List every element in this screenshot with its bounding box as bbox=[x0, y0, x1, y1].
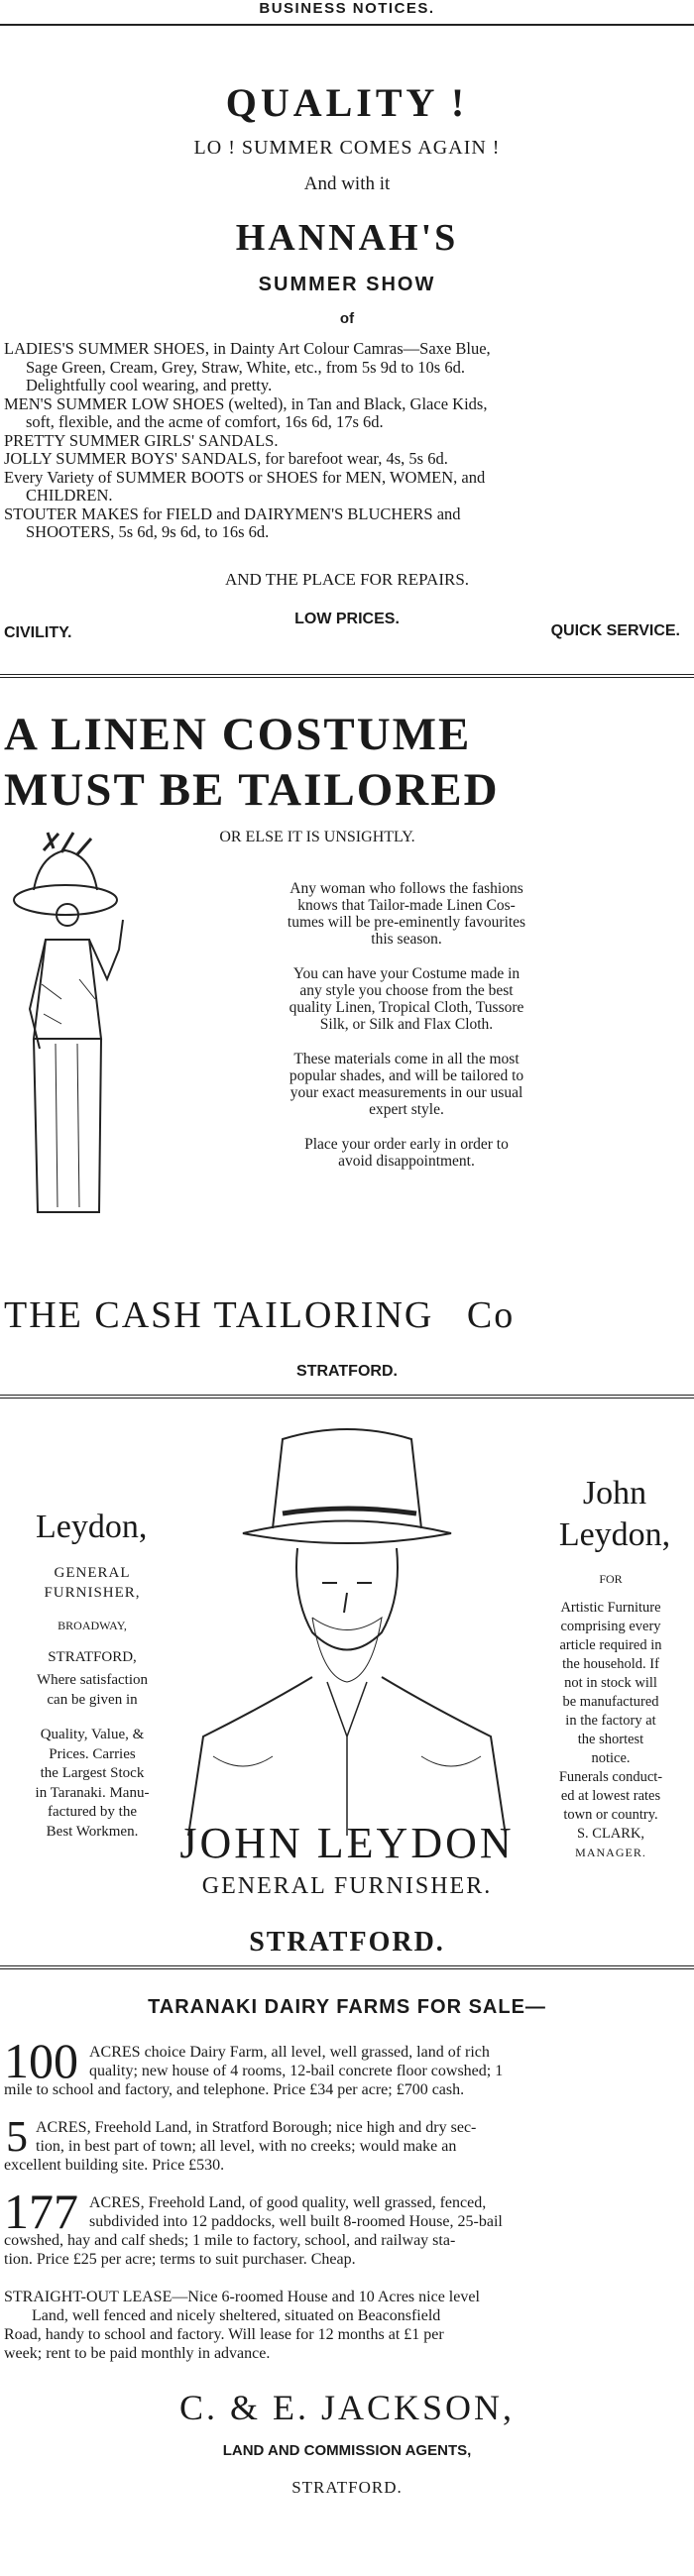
leydon-left-line: GENERAL bbox=[54, 1565, 131, 1581]
hannah-item-line: soft, flexible, and the acme of comfort, 16s 6d, 17s 6d. bbox=[26, 412, 384, 431]
linen-line: your exact measurements in our usual bbox=[289, 1084, 523, 1101]
leydon-right-line: in the factory at bbox=[565, 1713, 656, 1729]
leydon-left-text bbox=[8, 1564, 176, 1842]
leydon-left-line: STRATFORD, bbox=[48, 1648, 137, 1665]
farm-ad-line: week; rent to be paid monthly in advance. bbox=[4, 2345, 271, 2362]
leydon-advert bbox=[0, 1400, 694, 1964]
hannah-of: of bbox=[339, 310, 355, 327]
farms-title: TARANAKI DAIRY FARMS FOR SALE— bbox=[148, 1996, 546, 2018]
farm-ad-line: subdivided into 12 paddocks, well built 8-roomed House, 25-bail bbox=[89, 2213, 503, 2230]
hannah-item-line: JOLLY SUMMER BOYS' SANDALS, for barefoot wear, 4s, 5s 6d. bbox=[4, 449, 448, 468]
linen-firm-co: Co bbox=[466, 1294, 516, 1336]
farm-ad-line: tion. Price £25 per acre; terms to suit purchaser. Cheap. bbox=[4, 2251, 356, 2268]
hannah-show: SUMMER SHOW bbox=[258, 274, 436, 295]
section-divider bbox=[0, 1395, 694, 1399]
linen-subhead: OR ELSE IT IS UNSIGHTLY. bbox=[219, 829, 415, 845]
farms-firm-sub: LAND AND COMMISSION AGENTS, bbox=[222, 2442, 472, 2459]
hannah-item-line: LADIES'S SUMMER SHOES, in Dainty Art Colour Camras—Saxe Blue, bbox=[4, 339, 491, 358]
leydon-left-line: the Largest Stock bbox=[40, 1765, 145, 1781]
hannah-headline: QUALITY ! bbox=[225, 80, 469, 125]
leydon-right-name-2: Leydon, bbox=[558, 1516, 671, 1553]
leydon-right-line: ed at lowest rates bbox=[560, 1788, 661, 1804]
leydon-left-line: factured by the bbox=[48, 1804, 137, 1820]
leydon-right-line: FOR bbox=[599, 1572, 623, 1586]
hannah-repairs: AND THE PLACE FOR REPAIRS. bbox=[224, 570, 470, 589]
page-header: BUSINESS NOTICES. bbox=[259, 0, 435, 17]
linen-line: knows that Tailor-made Linen Cos- bbox=[297, 897, 516, 914]
farm-ad-100 bbox=[4, 2033, 688, 2107]
hannah-item-line: PRETTY SUMMER GIRLS' SANDALS. bbox=[4, 430, 279, 450]
farms-advert bbox=[0, 1972, 694, 2576]
linen-line: tumes will be pre-eminently favourites bbox=[287, 914, 526, 931]
farm-ad-line: Land, well fenced and nicely sheltered, situated on Beaconsfield bbox=[32, 2307, 441, 2324]
leydon-left-line: can be given in bbox=[47, 1691, 138, 1708]
lady-illustration bbox=[4, 831, 153, 1227]
leydon-left-line: BROADWAY, bbox=[58, 1619, 127, 1632]
farm-ad-5 bbox=[4, 2112, 688, 2183]
hannah-item-line: Delightfully cool wearing, and pretty. bbox=[26, 376, 273, 394]
farm-ad-line: quality; new house of 4 rooms, 12-bail concrete floor cowshed; 1 bbox=[89, 2063, 504, 2079]
linen-line: Silk, or Silk and Flax Cloth. bbox=[319, 1016, 494, 1033]
hannah-line2: And with it bbox=[303, 173, 391, 194]
leydon-right-line: notice. bbox=[591, 1750, 631, 1766]
leydon-right-line: article required in bbox=[559, 1637, 662, 1653]
leydon-town: STRATFORD. bbox=[249, 1927, 445, 1958]
hannah-item-line: CHILDREN. bbox=[26, 486, 113, 504]
section-divider bbox=[0, 1965, 694, 1969]
linen-town: STRATFORD. bbox=[296, 1363, 398, 1380]
linen-headline-2: MUST BE TAILORED bbox=[4, 764, 500, 816]
hannah-line1: LO ! SUMMER COMES AGAIN ! bbox=[193, 137, 501, 159]
hannah-low-prices: LOW PRICES. bbox=[294, 611, 400, 627]
linen-line: These materials come in all the most bbox=[293, 1051, 520, 1067]
hannah-item-line: Every Variety of SUMMER BOOTS or SHOES for MEN, WOMEN, and bbox=[4, 467, 486, 487]
linen-para bbox=[238, 1136, 575, 1170]
leydon-right-line: Artistic Furniture bbox=[560, 1600, 661, 1616]
linen-headline-1: A LINEN COSTUME bbox=[4, 709, 472, 760]
leydon-left-name: Leydon, bbox=[36, 1509, 148, 1545]
farm-ad-line: excellent building site. Price £530. bbox=[4, 2157, 225, 2174]
linen-line: Place your order early in order to bbox=[304, 1136, 509, 1153]
section-divider bbox=[0, 674, 694, 678]
linen-line: You can have your Costume made in bbox=[292, 965, 520, 982]
leydon-right-line: be manufactured bbox=[562, 1694, 659, 1710]
hannah-items bbox=[4, 340, 688, 542]
leydon-left-line: Prices. Carries bbox=[49, 1745, 136, 1762]
leydon-right-line: S. CLARK, bbox=[576, 1826, 645, 1842]
farm-ad-lease bbox=[4, 2288, 688, 2363]
farm-ad-line: ACRES choice Dairy Farm, all level, well grassed, land of rich bbox=[89, 2044, 490, 2061]
linen-firm-name: THE CASH TAILORING bbox=[4, 1294, 434, 1336]
leydon-left-line: FURNISHER, bbox=[44, 1584, 141, 1601]
linen-line: expert style. bbox=[369, 1101, 444, 1118]
farm-ad-line: tion, in best part of town; all level, with no creeks; would make an bbox=[36, 2138, 457, 2155]
linen-advert bbox=[0, 684, 694, 1336]
farm-ad-number: 5 bbox=[6, 2112, 28, 2161]
linen-line: avoid disappointment. bbox=[338, 1153, 475, 1170]
leydon-right-line: Funerals conduct- bbox=[558, 1769, 663, 1785]
linen-para bbox=[238, 880, 575, 948]
farm-ad-line: Road, handy to school and factory. Will lease for 12 months at £1 per bbox=[4, 2326, 444, 2343]
header-rule bbox=[0, 24, 694, 26]
linen-para bbox=[238, 1051, 575, 1118]
linen-line: any style you choose from the best bbox=[299, 982, 514, 999]
hannah-item-line: MEN'S SUMMER LOW SHOES (welted), in Tan and Black, Glace Kids, bbox=[4, 393, 488, 413]
hannah-item-line: Sage Green, Cream, Grey, Straw, White, etc., from 5s 9d to 10s 6d. bbox=[26, 357, 465, 377]
farm-ad-line: mile to school and factory, and telephone. Price £34 per acre; £700 cash. bbox=[4, 2081, 465, 2098]
farm-ad-line: STRAIGHT-OUT LEASE—Nice 6-roomed House and 10 Acres nice level bbox=[4, 2289, 480, 2305]
leydon-right-line: the household. If bbox=[562, 1656, 659, 1672]
leydon-right-name-1: John bbox=[582, 1475, 647, 1512]
farms-firm: C. & E. JACKSON, bbox=[178, 2388, 516, 2427]
hannah-advert bbox=[0, 28, 694, 672]
leydon-left-line: Quality, Value, & bbox=[40, 1727, 145, 1742]
leydon-right-line: the shortest bbox=[577, 1732, 644, 1747]
linen-firm bbox=[4, 1293, 688, 1337]
farm-ad-177 bbox=[4, 2184, 688, 2278]
hannah-item-line: SHOOTERS, 5s 6d, 9s 6d, to 16s 6d. bbox=[26, 522, 270, 541]
leydon-right-line: not in stock will bbox=[564, 1675, 657, 1691]
leydon-right-line: town or country. bbox=[563, 1807, 658, 1823]
linen-body bbox=[238, 880, 575, 1170]
hannah-quick-service: QUICK SERVICE. bbox=[550, 622, 680, 639]
linen-line: popular shades, and will be tailored to bbox=[289, 1067, 524, 1084]
linen-line: Any woman who follows the fashions bbox=[289, 880, 523, 897]
hannah-item-line: STOUTER MAKES for FIELD and DAIRYMEN'S BLUCHERS and bbox=[4, 504, 461, 523]
farm-ad-line: ACRES, Freehold Land, of good quality, well grassed, fenced, bbox=[89, 2194, 487, 2211]
farm-ad-number: 100 bbox=[4, 2033, 78, 2088]
leydon-big-name: JOHN LEYDON bbox=[179, 1819, 515, 1867]
linen-line: this season. bbox=[371, 931, 442, 948]
farm-ad-line: ACRES, Freehold Land, in Stratford Borough; nice high and dry sec- bbox=[36, 2119, 477, 2136]
farm-ad-number: 177 bbox=[4, 2184, 78, 2239]
leydon-big-sub: GENERAL FURNISHER. bbox=[201, 1873, 493, 1899]
linen-para bbox=[238, 965, 575, 1033]
hannah-name: HANNAH'S bbox=[235, 217, 459, 259]
leydon-right-line: comprising every bbox=[560, 1619, 661, 1634]
leydon-left-line: Best Workmen. bbox=[46, 1823, 139, 1840]
portrait-illustration bbox=[183, 1419, 511, 1836]
hannah-civility: CIVILITY. bbox=[4, 624, 72, 641]
linen-line: quality Linen, Tropical Cloth, Tussore bbox=[289, 999, 524, 1016]
farms-town: STRATFORD. bbox=[291, 2478, 403, 2497]
leydon-left-line: in Taranaki. Manu- bbox=[35, 1784, 150, 1801]
leydon-right-line: MANAGER. bbox=[575, 1846, 646, 1859]
leydon-left-line: Where satisfaction bbox=[36, 1672, 149, 1688]
farm-ad-line: cowshed, hay and calf sheds; 1 mile to factory, school, and railway sta- bbox=[4, 2232, 456, 2249]
